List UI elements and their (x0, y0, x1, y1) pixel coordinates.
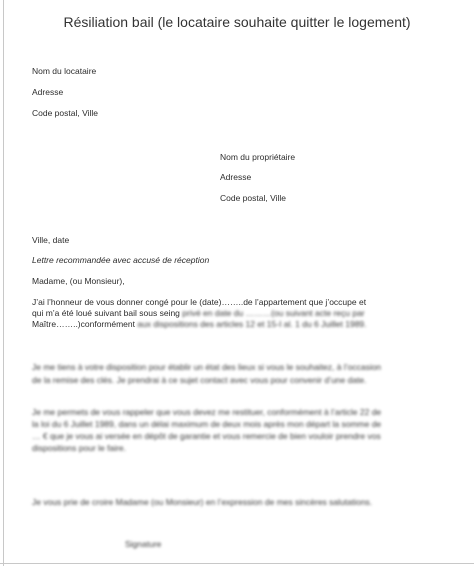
paragraph1-line3-clear: Maître……..)conformément (32, 319, 138, 329)
paragraph1-line3 (32, 319, 367, 330)
paragraph2-line2: de la remise des clés. Je prendrai à ce sujet contact avec vous pour convenir d’une date. (32, 375, 367, 385)
paragraph1-line2-clear: qui m’a été loué suivant bail sous seing (32, 308, 183, 318)
paragraph1-line2 (32, 308, 365, 319)
page-bottom-border (0, 563, 474, 564)
tenant-name: Nom du locataire (32, 66, 97, 76)
paragraph3-line3: … € que je vous ai versée en dépôt de garantie et vous remercie de bien vouloir prendre vos (32, 431, 381, 441)
owner-city: Code postal, Ville (220, 193, 286, 203)
owner-name: Nom du propriétaire (220, 152, 296, 162)
tenant-city: Code postal, Ville (32, 108, 98, 118)
letter-title: Résiliation bail (le locataire souhaite quitter le logement) (63, 14, 411, 30)
paragraph1-line3-blurred: aux dispositions des articles 12 et 15-I al. 1 du 6 Juillet 1989. (137, 319, 367, 329)
paragraph2-line1: Je me tiens à votre disposition pour établir un état des lieux si vous le souhaitez, à l’occasion (32, 362, 382, 372)
paragraph3-line4: dispositions pour le faire. (32, 443, 127, 453)
tenant-address: Adresse (32, 87, 64, 97)
delivery-mode: Lettre recommandée avec accusé de réception (32, 255, 210, 265)
paragraph1-line2-blurred: privé en date du ………(ou suivant acte reçu par (182, 308, 365, 318)
paragraph3-line1: Je me permets de vous rappeler que vous devez me restituer, conformément à l’article 22 de (32, 407, 382, 417)
place-date: Ville, date (32, 235, 70, 245)
page-left-border (3, 0, 4, 566)
paragraph1-line1: J’ai l’honneur de vous donner congé pour le (date)……..de l’appartement que j’occupe et (32, 297, 367, 307)
owner-address: Adresse (220, 172, 252, 182)
paragraph3-line2: la loi du 6 Juillet 1989, dans un délai maximum de deux mois après mon départ la somme de (32, 419, 382, 429)
signature-label: Signature (125, 539, 162, 549)
salutation: Madame, (ou Monsieur), (32, 276, 125, 286)
closing-line: Je vous prie de croire Madame (ou Monsieur) en l’expression de mes sincères salutations. (32, 497, 373, 507)
